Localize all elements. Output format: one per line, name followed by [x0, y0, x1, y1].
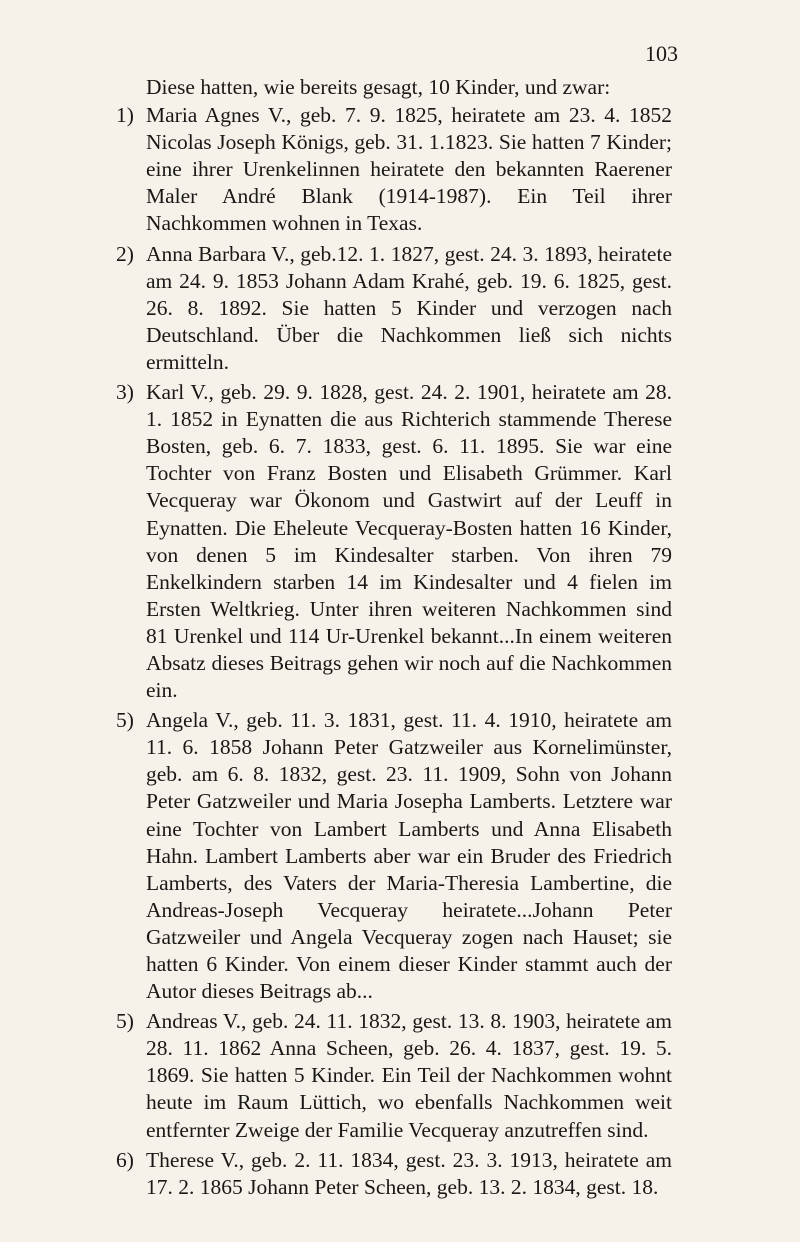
list-item-number: 5) — [116, 708, 134, 733]
list-item-text: Therese V., geb. 2. 11. 1834, gest. 23. 3. 1913, heiratete am 17. 2. 1865 Johann Peter Scheen, geb. 13. 2. 1834, gest. 18. — [146, 1147, 672, 1199]
list-item — [116, 707, 672, 1005]
list-item — [116, 1147, 672, 1201]
list-item — [116, 102, 672, 237]
list-item-text: Karl V., geb. 29. 9. 1828, gest. 24. 2. 1901, heiratete am 28. 1. 1852 in Eynatten die aus Richterich stammende Therese Bosten, geb. 6. 7. 1833, gest. 6. 11. 1895. Sie war eine Tochter von Franz Bosten und Elisabeth Grümmer. Karl Vecqueray war Ökonom und Gastwirt auf der Leuff in Eynatten. Die Eheleute Vecqueray-Bosten hatten 16 Kinder, von denen 5 im Kindesalter starben. Von ihren 79 Enkelkindern starben 14 im Kindesalter und 4 fielen im Ersten Weltkrieg. Unter ihren weiteren Nachkommen sind 81 Urenkel und 114 Ur-Urenkel bekannt...In einem weiteren Absatz dieses Beitrags gehen wir noch auf die Nachkommen ein. — [146, 380, 672, 703]
body-text — [116, 74, 672, 1204]
list-item-number: 5) — [116, 1009, 134, 1034]
list-item-number: 3) — [116, 380, 134, 405]
list-item-text: Anna Barbara V., geb.12. 1. 1827, gest. 24. 3. 1893, heiratete am 24. 9. 1853 Johann Adam Krahé, geb. 19. 6. 1825, gest. 26. 8. 1892. Sie hatten 5 Kinder und verzogen nach Deutschland. Über die Nachkommen ließ sich nichts ermitteln. — [146, 241, 672, 374]
list-item-number: 6) — [116, 1147, 134, 1172]
page-number: 103 — [645, 41, 678, 66]
list-item — [116, 241, 672, 376]
list-item-text: Andreas V., geb. 24. 11. 1832, gest. 13. 8. 1903, heiratete am 28. 11. 1862 Anna Scheen, geb. 26. 4. 1837, gest. 19. 5. 1869. Sie hatten 5 Kinder. Ein Teil der Nachkommen wohnt heute im Raum Lüttich, wo ebenfalls Nachkommen weit entfernter Zweige der Familie Vecqueray anzutreffen sind. — [146, 1009, 672, 1142]
list-item — [116, 379, 672, 704]
intro-line: Diese hatten, wie bereits gesagt, 10 Kinder, und zwar: — [146, 75, 611, 99]
list-item-text: Maria Agnes V., geb. 7. 9. 1825, heiratete am 23. 4. 1852 Nicolas Joseph Königs, geb. 31. 1.1823. Sie hatten 7 Kinder; eine ihrer Urenkelinnen heiratete den bekannten Raerener Maler André Blank (1914-1987). Ein Teil ihrer Nachkommen wohnen in Texas. — [146, 103, 672, 236]
list-item-text: Angela V., geb. 11. 3. 1831, gest. 11. 4. 1910, heiratete am 11. 6. 1858 Johann Peter Gatzweiler aus Kornelimünster, geb. am 6. 8. 1832, gest. 23. 11. 1909, Sohn von Johann Peter Gatzweiler und Maria Josepha Lamberts. Letztere war eine Tochter von Lambert Lamberts und Anna Elisabeth Hahn. Lambert Lamberts aber war ein Bruder des Friedrich Lamberts, des Vaters der Maria-Theresia Lambertine, die Andreas-Joseph Vecqueray heiratete...Johann Peter Gatzweiler und Angela Vecqueray zogen nach Hauset; sie hatten 6 Kinder. Von einem dieser Kinder stammt auch der Autor dieses Beitrags ab... — [146, 708, 672, 1004]
list-item-number: 1) — [116, 103, 134, 128]
list-item — [116, 1008, 672, 1143]
list-item-number: 2) — [116, 241, 134, 266]
